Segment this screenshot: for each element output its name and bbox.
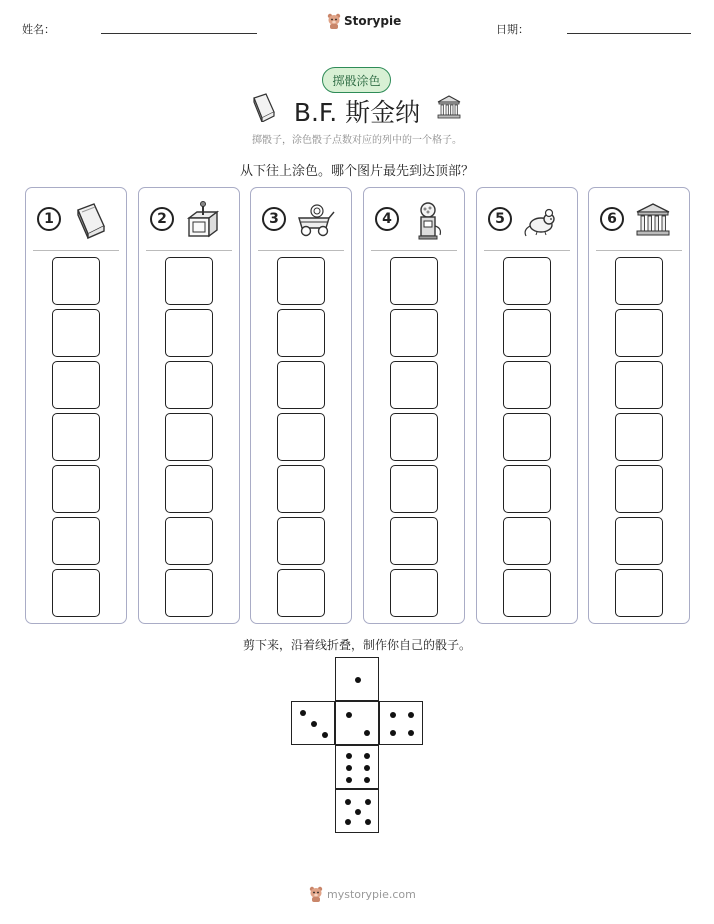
- color-cell[interactable]: [615, 413, 663, 461]
- color-cell[interactable]: [503, 413, 551, 461]
- color-cell[interactable]: [503, 361, 551, 409]
- color-cell[interactable]: [277, 361, 325, 409]
- column-number: 3: [262, 207, 286, 231]
- dice-pip: [390, 730, 396, 736]
- dice-pip: [355, 677, 361, 683]
- dice-pip: [364, 777, 370, 783]
- color-cell[interactable]: [52, 465, 100, 513]
- color-cell[interactable]: [390, 361, 438, 409]
- color-cell[interactable]: [277, 517, 325, 565]
- dice-pip: [346, 765, 352, 771]
- dice-pip: [408, 712, 414, 718]
- dice-face-5: [335, 789, 379, 833]
- dice-pip: [365, 799, 371, 805]
- column-divider: [258, 250, 344, 251]
- color-cell[interactable]: [503, 309, 551, 357]
- color-cell[interactable]: [52, 569, 100, 617]
- column-divider: [371, 250, 457, 251]
- column-divider: [484, 250, 570, 251]
- color-cell[interactable]: [390, 413, 438, 461]
- color-cell[interactable]: [52, 517, 100, 565]
- color-cell[interactable]: [390, 257, 438, 305]
- activity-badge: 掷骰涂色: [322, 67, 391, 93]
- dice-pip: [346, 753, 352, 759]
- color-cell[interactable]: [615, 309, 663, 357]
- dice-pip: [346, 712, 352, 718]
- footer-url: mystorypie.com: [327, 887, 416, 901]
- color-cell[interactable]: [503, 465, 551, 513]
- dice-pip: [355, 809, 361, 815]
- column-divider: [596, 250, 682, 251]
- footer: [309, 886, 416, 902]
- column-divider: [146, 250, 232, 251]
- column-number: 4: [375, 207, 399, 231]
- page-title: B.F. 斯金纳: [293, 98, 421, 127]
- color-cell[interactable]: [503, 517, 551, 565]
- dice-column-4: [363, 187, 465, 624]
- dice-pip: [408, 730, 414, 736]
- color-cell[interactable]: [165, 361, 213, 409]
- date-label: 日期：: [496, 23, 529, 36]
- dice-pip: [300, 710, 306, 716]
- color-cell[interactable]: [390, 309, 438, 357]
- color-cell[interactable]: [615, 257, 663, 305]
- bank-building-icon: [633, 200, 673, 240]
- dice-face-3: [291, 701, 335, 745]
- color-cell[interactable]: [615, 465, 663, 513]
- dice-face-1: [335, 657, 379, 701]
- color-cell[interactable]: [165, 465, 213, 513]
- color-cell[interactable]: [52, 361, 100, 409]
- dice-pip: [365, 819, 371, 825]
- dice-pip: [364, 730, 370, 736]
- dice-pip: [364, 753, 370, 759]
- date-line[interactable]: [567, 33, 691, 34]
- color-cell[interactable]: [390, 569, 438, 617]
- column-number: 5: [488, 207, 512, 231]
- mouse-icon: [521, 200, 561, 240]
- dice-pip: [345, 799, 351, 805]
- color-cell[interactable]: [277, 257, 325, 305]
- logo-text: Storypie: [344, 14, 402, 28]
- dice-pip: [390, 712, 396, 718]
- storypie-logo: [327, 13, 401, 29]
- dice-pip: [345, 819, 351, 825]
- color-cell[interactable]: [615, 361, 663, 409]
- color-cell[interactable]: [390, 517, 438, 565]
- color-cell[interactable]: [165, 309, 213, 357]
- color-cell[interactable]: [503, 569, 551, 617]
- dice-pip: [311, 721, 317, 727]
- color-cell[interactable]: [615, 517, 663, 565]
- subtitle: 掷骰子，涂色骰子点数对应的列中的一个格子。: [252, 135, 462, 146]
- dice-column-1: [25, 187, 127, 624]
- color-cell[interactable]: [277, 309, 325, 357]
- color-cell[interactable]: [615, 569, 663, 617]
- dice-pip: [364, 765, 370, 771]
- bank-building-icon: [436, 94, 462, 120]
- lever-box-icon: [183, 200, 223, 240]
- color-cell[interactable]: [165, 413, 213, 461]
- column-number: 2: [150, 207, 174, 231]
- dice-face-2: [335, 701, 379, 745]
- dice-column-6: [588, 187, 690, 624]
- column-divider: [33, 250, 119, 251]
- color-cell[interactable]: [390, 465, 438, 513]
- color-cell[interactable]: [52, 413, 100, 461]
- bear-icon: [327, 13, 341, 29]
- color-cell[interactable]: [277, 569, 325, 617]
- column-number: 6: [600, 207, 624, 231]
- bear-icon: [309, 886, 323, 902]
- color-cell[interactable]: [277, 413, 325, 461]
- color-cell[interactable]: [165, 569, 213, 617]
- dice-column-3: [250, 187, 352, 624]
- color-cell[interactable]: [52, 309, 100, 357]
- name-label: 姓名：: [22, 23, 55, 36]
- wagon-icon: [295, 200, 335, 240]
- instruction-text: 从下往上涂色。哪个图片最先到达顶部？: [239, 164, 474, 179]
- dice-column-5: [476, 187, 578, 624]
- dice-pip: [322, 732, 328, 738]
- dice-face-4: [379, 701, 423, 745]
- color-cell[interactable]: [52, 257, 100, 305]
- name-line[interactable]: [101, 33, 257, 34]
- color-cell[interactable]: [277, 465, 325, 513]
- color-cell[interactable]: [165, 257, 213, 305]
- dice-face-6: [335, 745, 379, 789]
- color-cell[interactable]: [165, 517, 213, 565]
- gumball-machine-icon: [408, 200, 448, 240]
- color-cell[interactable]: [503, 257, 551, 305]
- column-number: 1: [37, 207, 61, 231]
- cut-instruction: 剪下来，沿着线折叠，制作你自己的骰子。: [242, 638, 471, 652]
- dice-pip: [346, 777, 352, 783]
- book-icon: [70, 200, 110, 240]
- dice-column-2: [138, 187, 240, 624]
